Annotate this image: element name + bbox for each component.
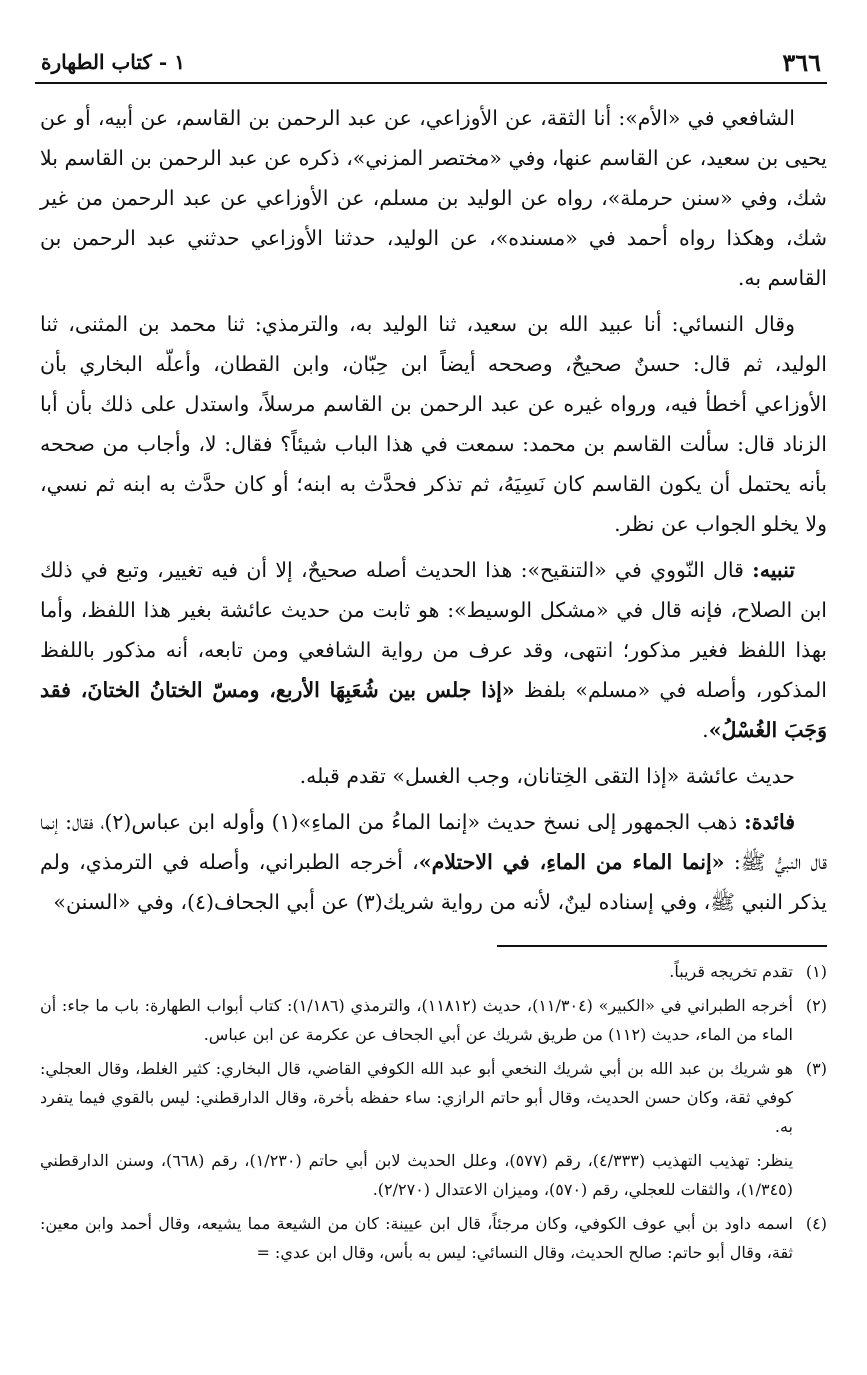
running-title: ١ - كتاب الطهارة xyxy=(41,50,185,74)
footnote-number: (٢) xyxy=(805,996,827,1015)
faida-label: فائدة: xyxy=(744,810,795,834)
paragraph-3 xyxy=(40,550,827,750)
paragraph-4: حديث عائشة «إذا التقى الخِتانان، وجب الغسل» تقدم قبله. xyxy=(299,764,795,788)
paragraph-5-text-b: ، أخرجه الطبراني، وأصله في الترمذي، ولم يذكر النبي ﷺ، وفي إسناده لينٌ، لأنه من رواية شريك(٣) عن أبي الجحاف(٤)، وفي «السنن» xyxy=(40,850,827,914)
paragraph-2: وقال النسائي: أنا عبيد الله بن سعيد، ثنا الوليد به، والترمذي: ثنا محمد بن المثنى، ثنا الوليد، ثم قال: حسنٌ صحيحٌ، وصححه أيضاً ابن حِبّان، وابن القطان، وأعلّه البخاري بأن الأوزاعي أخطأ فيه، ورواه غيره عن عبد الرحمن بن القاسم مرسلاً، واستدل على ذلك بأن أبا الزناد قال: سألت القاسم بن محمد: سمعت في هذا الباب شيئاً؟ فقال: لا، وأجاب من صححه بأنه يحتمل أن يكون القاسم كان نَسِيَهُ، ثم تذكر فحدَّث به ابنه؛ أو كان حدَّث به ابنه ثم نسي، ولا يخلو الجواب عن نظر. xyxy=(40,312,827,536)
main-text xyxy=(40,98,827,928)
footnote-text: هو شريك بن عبد الله بن أبي شريك النخعي أبو عبد الله الكوفي القاضي، قال البخاري: كثير الغلط، وقال العجلي: كوفي ثقة، وكان حسن الحديث، وقال أبو حاتم الرازي: ساء حفظه بأخرة، وقال الدارقطني: ليس بالقوي فيما يتفرد به. xyxy=(40,1059,793,1136)
footnote-number: (٣) xyxy=(805,1059,827,1078)
footnotes xyxy=(40,957,827,1272)
footnote-number: (٤) xyxy=(805,1214,827,1233)
footnote-4 xyxy=(40,1209,827,1267)
hadith-quote-2: «إنما الماء من الماءِ، في الاحتلام» xyxy=(418,850,725,874)
footnote-1 xyxy=(40,957,827,986)
paragraph-3-text: قال النّووي في «التنقيح»: هذا الحديث أصله صحيحٌ، إلا أن فيه تغيير، وتبع في ذلك ابن الصلاح، فإنه قال في «مشكل الوسيط»: هو ثابت من حديث عائشة بغير هذا اللفظ، وأما بهذا اللفظ فغير مذكور؛ انتهى، وقد عرف من رواية الشافعي ومن تابعه، أنه مذكور باللفظ المذكور، وأصله في «مسلم» بلفظ xyxy=(40,558,827,702)
paragraph-3-end: . xyxy=(702,718,709,742)
paragraph-5 xyxy=(40,802,827,922)
footnote-number: (١) xyxy=(805,962,827,981)
footnote-text: ينظر: تهذيب التهذيب (٤/٣٣٣)، رقم (٥٧٧)، وعلل الحديث لابن أبي حاتم (١/٢٣٠)، رقم (٦٦٨)، وسنن الدارقطني (١/٣٤٥)، والثقات للعجلي، رقم (٥٧٠)، وميزان الاعتدال (٢/٢٧٠). xyxy=(40,1151,794,1199)
footnote-2 xyxy=(40,991,827,1049)
page-header xyxy=(35,46,827,84)
tanbih-label: تنبيه: xyxy=(752,558,795,582)
page-number: ٣٦٦ xyxy=(782,48,821,77)
footnote-text: تقدم تخريجه قريباً. xyxy=(669,962,793,981)
footnote-text: اسمه داود بن أبي عوف الكوفي، وكان مرجئاً، قال ابن عيينة: كان من الشيعة مما يشيعه، وقال أحمد وابن معين: ثقة، وقال أبو حاتم: صالح الحديث، وقال النسائي: ليس به بأس، وقال ابن عدي: = xyxy=(40,1214,793,1262)
hadith-quote: «إذا جلس بين شُعَبِهَا الأربع، ومسّ الختانُ الختانَ، فقد وَجَبَ الغُسْلُ» xyxy=(40,678,827,742)
footnote-3 xyxy=(40,1054,827,1141)
paragraph-1: الشافعي في «الأم»: أنا الثقة، عن الأوزاعي، عن عبد الرحمن بن القاسم، عن أبيه، أو عن يحيى بن سعيد، عن القاسم عنها، وفي «مختصر المزني»، ذكره عن عبد الرحمن بن القاسم بلا شك، وفي «سنن حرملة»، رواه عن الوليد بن مسلم، عن الأوزاعي عن عبد الرحمن من غير شك، وهكذا رواه أحمد في «مسنده»، عن الوليد، حدثنا الأوزاعي حدثني عبد الرحمن بن القاسم به. xyxy=(40,106,827,290)
footnote-3-refs xyxy=(40,1146,827,1204)
footnote-divider xyxy=(497,945,827,947)
footnote-text: أخرجه الطبراني في «الكبير» (١١/٣٠٤)، حديث (١١٨١٢)، والترمذي (١/١٨٦): كتاب أبواب الطهارة: باب ما جاء: أن الماء من الماء، حديث (١١٢) من طريق شريك عن أبي الجحاف عن عكرمة عن ابن عباس. xyxy=(40,996,794,1044)
paragraph-5-text-a: ذهب الجمهور إلى نسخ حديث «إنما الماءُ من الماءِ»(١) وأوله ابن عباس(٢)، فقال: إنما قال النبيُّ ﷺ: xyxy=(40,810,827,874)
